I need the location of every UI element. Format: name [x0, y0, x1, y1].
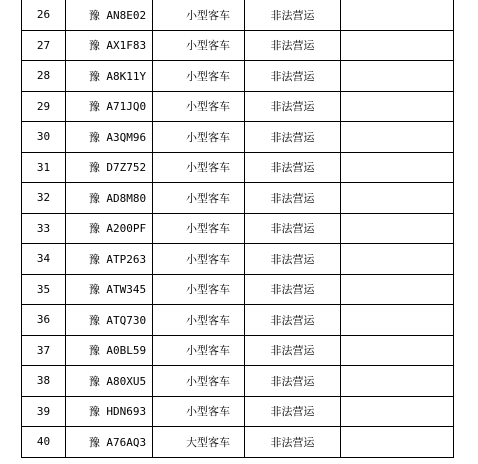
table-row — [22, 427, 454, 458]
violation-type-cell: 非法营运 — [245, 427, 341, 458]
row-number-cell: 26 — [22, 0, 66, 30]
remark-cell — [341, 427, 454, 458]
vehicle-type-cell — [153, 61, 245, 92]
table-row — [22, 396, 454, 427]
plate-number-cell-text: 豫 ATW345 — [88, 283, 147, 297]
remark-cell — [341, 122, 454, 153]
table-row — [22, 30, 454, 61]
plate-number-cell-text: 豫 A8K11Y — [88, 69, 147, 83]
table-row — [22, 152, 454, 183]
remark-cell — [341, 61, 454, 92]
vehicle-type-cell-text: 小型客车 — [186, 283, 230, 297]
plate-number-cell — [66, 122, 153, 153]
plate-number-cell — [66, 152, 153, 183]
remark-cell — [341, 335, 454, 366]
row-number-cell: 35 — [22, 274, 66, 305]
vehicle-type-cell — [153, 213, 245, 244]
table-row — [22, 366, 454, 397]
violation-type-cell: 非法营运 — [245, 366, 341, 397]
vehicle-type-cell — [153, 366, 245, 397]
vehicle-type-cell — [153, 305, 245, 336]
row-number-cell: 36 — [22, 305, 66, 336]
violation-type-cell: 非法营运 — [245, 396, 341, 427]
plate-number-cell — [66, 366, 153, 397]
plate-number-cell — [66, 213, 153, 244]
vehicle-type-cell-text: 小型客车 — [186, 161, 230, 175]
violation-type-cell: 非法营运 — [245, 122, 341, 153]
violation-type-cell: 非法营运 — [245, 244, 341, 275]
plate-number-cell — [66, 244, 153, 275]
vehicle-type-cell-text: 小型客车 — [186, 191, 230, 205]
violation-type-cell: 非法营运 — [245, 305, 341, 336]
plate-number-cell — [66, 396, 153, 427]
vehicle-type-cell-text: 小型客车 — [186, 313, 230, 327]
row-number-cell: 28 — [22, 61, 66, 92]
remark-cell — [341, 152, 454, 183]
vehicle-type-cell — [153, 396, 245, 427]
remark-cell — [341, 30, 454, 61]
violation-type-cell: 非法营运 — [245, 213, 341, 244]
remark-cell — [341, 274, 454, 305]
remark-cell — [341, 305, 454, 336]
plate-number-cell — [66, 91, 153, 122]
table-row — [22, 244, 454, 275]
row-number-cell: 39 — [22, 396, 66, 427]
violation-table — [21, 0, 454, 458]
violation-type-cell: 非法营运 — [245, 335, 341, 366]
plate-number-cell-text: 豫 A200PF — [88, 222, 147, 236]
row-number-cell: 34 — [22, 244, 66, 275]
violation-type-cell: 非法营运 — [245, 0, 341, 30]
plate-number-cell-text: 豫 ATP263 — [88, 252, 147, 266]
plate-number-cell-text: 豫 A71JQ0 — [88, 100, 147, 114]
table-row — [22, 274, 454, 305]
vehicle-type-cell-text: 小型客车 — [186, 8, 230, 22]
row-number-cell: 32 — [22, 183, 66, 214]
plate-number-cell-text: 豫 HDN693 — [88, 405, 147, 419]
remark-cell — [341, 213, 454, 244]
violation-type-cell: 非法营运 — [245, 274, 341, 305]
plate-number-cell — [66, 274, 153, 305]
remark-cell — [341, 0, 454, 30]
table-row — [22, 0, 454, 30]
plate-number-cell — [66, 427, 153, 458]
plate-number-cell — [66, 183, 153, 214]
table-row — [22, 335, 454, 366]
vehicle-type-cell — [153, 183, 245, 214]
row-number-cell: 38 — [22, 366, 66, 397]
plate-number-cell-text: 豫 AX1F83 — [88, 39, 147, 53]
violation-type-cell: 非法营运 — [245, 61, 341, 92]
vehicle-type-cell — [153, 427, 245, 458]
plate-number-cell-text: 豫 A0BL59 — [88, 344, 147, 358]
row-number-cell: 37 — [22, 335, 66, 366]
vehicle-type-cell — [153, 335, 245, 366]
vehicle-type-cell — [153, 0, 245, 30]
violation-type-cell: 非法营运 — [245, 30, 341, 61]
plate-number-cell-text: 豫 A76AQ3 — [88, 435, 147, 449]
plate-number-cell-text: 豫 AN8E02 — [88, 8, 147, 22]
vehicle-type-cell-text: 小型客车 — [186, 344, 230, 358]
vehicle-type-cell-text: 小型客车 — [186, 130, 230, 144]
plate-number-cell — [66, 335, 153, 366]
vehicle-type-cell — [153, 91, 245, 122]
table-row — [22, 305, 454, 336]
remark-cell — [341, 91, 454, 122]
vehicle-type-cell-text: 小型客车 — [186, 374, 230, 388]
vehicle-type-cell-text: 小型客车 — [186, 100, 230, 114]
plate-number-cell — [66, 30, 153, 61]
vehicle-type-cell — [153, 274, 245, 305]
remark-cell — [341, 366, 454, 397]
plate-number-cell — [66, 61, 153, 92]
row-number-cell: 31 — [22, 152, 66, 183]
row-number-cell: 27 — [22, 30, 66, 61]
remark-cell — [341, 396, 454, 427]
vehicle-type-cell-text: 小型客车 — [186, 39, 230, 53]
row-number-cell: 33 — [22, 213, 66, 244]
table-row — [22, 122, 454, 153]
remark-cell — [341, 183, 454, 214]
vehicle-type-cell — [153, 152, 245, 183]
table-body — [22, 0, 454, 457]
table-row — [22, 91, 454, 122]
plate-number-cell — [66, 0, 153, 30]
vehicle-type-cell-text: 小型客车 — [186, 69, 230, 83]
plate-number-cell-text: 豫 A3QM96 — [88, 130, 147, 144]
plate-number-cell-text: 豫 A80XU5 — [88, 374, 147, 388]
plate-number-cell-text: 豫 D7Z752 — [88, 161, 147, 175]
table-row — [22, 61, 454, 92]
vehicle-type-cell-text: 小型客车 — [186, 222, 230, 236]
violation-type-cell: 非法营运 — [245, 91, 341, 122]
row-number-cell: 30 — [22, 122, 66, 153]
plate-number-cell-text: 豫 ATQ730 — [88, 313, 147, 327]
vehicle-type-cell-text: 小型客车 — [186, 405, 230, 419]
violation-type-cell: 非法营运 — [245, 152, 341, 183]
row-number-cell: 29 — [22, 91, 66, 122]
plate-number-cell — [66, 305, 153, 336]
plate-number-cell-text: 豫 AD8M80 — [88, 191, 147, 205]
table-row — [22, 213, 454, 244]
violation-type-cell: 非法营运 — [245, 183, 341, 214]
vehicle-type-cell — [153, 244, 245, 275]
remark-cell — [341, 244, 454, 275]
row-number-cell: 40 — [22, 427, 66, 458]
vehicle-type-cell — [153, 30, 245, 61]
vehicle-type-cell — [153, 122, 245, 153]
vehicle-type-cell-text: 大型客车 — [186, 435, 230, 449]
table-row — [22, 183, 454, 214]
vehicle-type-cell-text: 小型客车 — [186, 252, 230, 266]
